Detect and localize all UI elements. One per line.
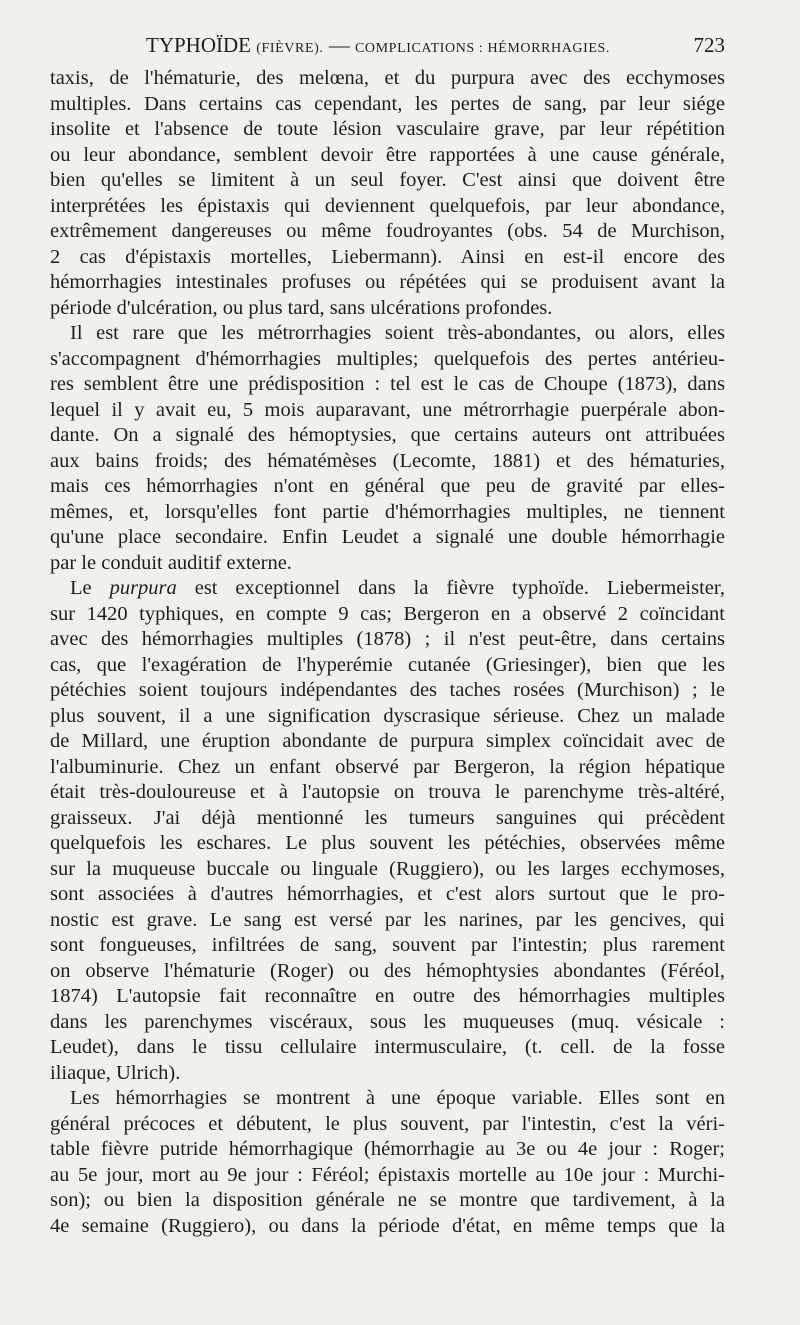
text-line: aux bains froids; des hématémèses (Lecomte, 1881) et des hématuries,: [50, 449, 725, 472]
text-line: pétéchies soient toujours indépendantes des taches rosées (Murchison) ; le: [50, 679, 725, 701]
text-line: quelquefois les eschares. Le plus souvent les pétéchies, observées même: [50, 832, 725, 854]
text-line: sur 1420 typhiques, en compte 9 cas; Bergeron en a observé 2 coïncidant: [50, 602, 725, 625]
text-line: dans les parenchymes viscéraux, sous les muqueuses (muq. vésicale :: [50, 1010, 725, 1033]
text-line: interprétées les épistaxis qui deviennent quelquefois, par leur abondance,: [50, 194, 725, 217]
text-line: avec des hémorrhagies multiples (1878) ; il n'est peut-être, dans certains: [50, 628, 725, 650]
page-number: 723: [693, 33, 725, 57]
text-line: lequel il y avait eu, 5 mois auparavant, une métrorrhagie puerpérale abon-: [50, 398, 725, 421]
text-line: de Millard, une éruption abondante de purpura simplex coïncidait avec de: [50, 730, 725, 752]
running-header: [50, 30, 725, 60]
text-line: nostic est grave. Le sang est versé par les narines, par les gencives, qui: [50, 908, 725, 931]
text-line: 2 cas d'épistaxis mortelles, Liebermann). Ainsi en est-il encore des: [50, 245, 725, 268]
text-line: ou leur abondance, semblent devoir être rapportées à une cause générale,: [50, 143, 725, 166]
text-line: cas, que l'exagération de l'hyperémie cutanée (Griesinger), bien que les: [50, 653, 725, 676]
text-line: dante. On a signalé des hémoptysies, que certains auteurs ont attribuées: [50, 424, 725, 446]
header-title-paren: (FIÈVRE).: [256, 41, 324, 56]
text-line: qu'une place secondaire. Enfin Leudet a signalé une double hémorrhagie: [50, 526, 725, 548]
text-line: plus souvent, il a une signification dyscrasique sérieuse. Chez un malade: [50, 704, 725, 727]
text-line: général précoces et débutent, le plus souvent, par l'intestin, c'est la véri-: [50, 1112, 725, 1135]
text-line: graisseux. J'ai déjà mentionné les tumeurs sanguines qui précèdent: [50, 806, 725, 829]
text-line-purpura: [50, 576, 725, 602]
header-title-main: TYPHOÏDE: [146, 33, 251, 57]
text-line: période d'ulcération, ou plus tard, sans ulcérations profondes.: [50, 296, 553, 319]
header-section: COMPLICATIONS : HÉMORRHAGIES.: [354, 41, 611, 56]
text-line: bien qu'elles se limitent à un seul foyer. C'est ainsi que doivent être: [50, 169, 725, 191]
text-line: Les hémorrhagies se montrent à une époque variable. Elles sont en: [70, 1087, 725, 1109]
text-line: 4e semaine (Ruggiero), ou dans la période d'état, en même temps que la: [50, 1214, 725, 1237]
text-line: on observe l'hématurie (Roger) ou des hémophtysies abondantes (Féréol,: [50, 959, 725, 982]
text-line: au 5e jour, mort au 9e jour : Féréol; épistaxis mortelle au 10e jour : Murchi-: [50, 1163, 725, 1186]
text-line: taxis, de l'hématurie, des melœna, et du purpura avec des ecchymoses: [50, 67, 725, 89]
text-line: res semblent être une prédisposition : tel est le cas de Choupe (1873), dans: [50, 373, 725, 395]
text-line: table fièvre putride hémorrhagique (hémorrhagie au 3e ou 4e jour : Roger;: [50, 1138, 725, 1160]
text-line: hémorrhagies intestinales profuses ou répétées qui se produisent avant la: [50, 271, 725, 293]
text-line: par le conduit auditif externe.: [50, 551, 292, 574]
text-line: sont associées à d'autres hémorrhagies, et c'est alors surtout que le pro-: [50, 883, 725, 905]
text-line: Il est rare que les métrorrhagies soient très-abondantes, ou alors, elles: [70, 322, 725, 344]
text-line: mêmes, et, lorsqu'elles font partie d'hémorrhagies multiples, ne tiennent: [50, 500, 725, 523]
header-title: [146, 30, 610, 64]
text-line: l'albuminurie. Chez un enfant observé par Bergeron, la région hépatique: [50, 755, 725, 778]
text-line: insolite et l'absence de toute lésion vasculaire grave, par leur répétition: [50, 118, 725, 140]
text-line: son); ou bien la disposition générale ne se montre que tardivement, à la: [50, 1189, 725, 1211]
text-line: sont fongueuses, infiltrées de sang, souvent par l'intestin; plus rarement: [50, 934, 725, 956]
text-line: s'accompagnent d'hémorrhagies multiples; quelquefois des pertes antérieu-: [50, 347, 725, 370]
text-line: était très-douloureuse et à l'autopsie on trouva le parenchyme très-altéré,: [50, 781, 725, 803]
text-line: Leudet), dans le tissu cellulaire intermusculaire, (t. cell. de la fosse: [50, 1036, 725, 1058]
text-line: multiples. Dans certains cas cependant, les pertes de sang, par leur siége: [50, 92, 725, 115]
page-body: [50, 66, 725, 1239]
text-line: extrêmement dangereuses ou même foudroyantes (obs. 54 de Murchison,: [50, 220, 725, 242]
text-line: sur la muqueuse buccale ou linguale (Ruggiero), ou les larges ecchymoses,: [50, 857, 725, 880]
text-line: mais ces hémorrhagies n'ont en général que peu de gravité par elles-: [50, 475, 725, 497]
header-dash: —: [328, 33, 350, 57]
purpura-term: purpura: [109, 577, 177, 599]
purpura-prefix: Le: [70, 577, 92, 599]
purpura-rest: est exceptionnel dans la fièvre typhoïde. Liebermeister,: [194, 577, 725, 599]
text-line: 1874) L'autopsie fait reconnaître en outre des hémorrhagies multiples: [50, 985, 725, 1007]
text-line: iliaque, Ulrich).: [50, 1061, 181, 1084]
